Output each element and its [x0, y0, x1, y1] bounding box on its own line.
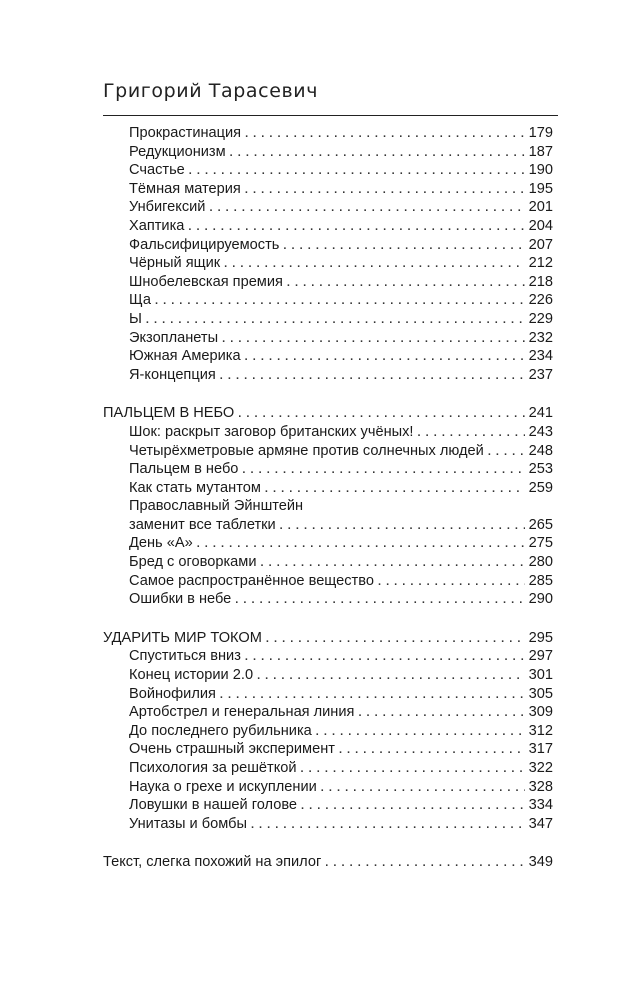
leader-dots	[189, 161, 525, 181]
toc-entry[interactable]	[103, 759, 553, 778]
entry-title: Я-концепция	[129, 366, 216, 383]
page-number: 347	[528, 815, 553, 832]
entry-title: До последнего рубильника	[129, 722, 312, 739]
page-number: 234	[528, 348, 553, 365]
entry-title: Артобстрел и генеральная линия	[129, 704, 355, 721]
section-title: ПАЛЬЦЕМ В НЕБО	[103, 405, 235, 422]
entry-title: Хаптика	[129, 217, 185, 234]
entry-title: Войнофилия	[129, 685, 216, 702]
page-number: 204	[528, 217, 553, 234]
toc-entry[interactable]	[103, 685, 553, 704]
toc-entry[interactable]	[103, 198, 553, 217]
leader-dots	[251, 815, 525, 835]
leader-dots	[301, 796, 525, 816]
entry-title: Южная Америка	[129, 348, 241, 365]
leader-dots	[188, 217, 524, 237]
epilogue-title: Текст, слегка похожий на эпилог	[103, 854, 322, 871]
page-number: 259	[528, 479, 553, 496]
toc-entry[interactable]	[103, 740, 553, 759]
page-number: 275	[528, 535, 553, 552]
toc-entry[interactable]	[103, 553, 553, 572]
page-number: 290	[528, 591, 553, 608]
toc-entry[interactable]	[103, 236, 553, 255]
page-number: 201	[528, 199, 553, 216]
entry-title: Ловушки в нашей голове	[129, 797, 298, 814]
entry-title: День «А»	[129, 535, 193, 552]
page-number: 218	[528, 273, 553, 290]
entry-title: Очень страшный эксперимент	[129, 741, 335, 758]
running-header: Григорий Тарасевич	[103, 80, 319, 102]
leader-dots	[235, 590, 524, 610]
entry-title: Четырёхметровые армяне против солнечных людей	[129, 442, 484, 459]
leader-dots	[224, 254, 524, 274]
leader-dots	[321, 778, 525, 798]
page-number: 322	[528, 760, 553, 776]
leader-dots	[325, 853, 524, 873]
toc-entry[interactable]	[103, 124, 553, 143]
entry-title: Бред с оговорками	[129, 554, 257, 571]
entry-title: Унбигексий	[129, 199, 206, 216]
header-rule	[103, 115, 558, 116]
section-gap	[103, 384, 553, 404]
toc-entry[interactable]	[103, 722, 553, 741]
toc-entry[interactable]	[103, 366, 553, 385]
toc-entry[interactable]	[103, 310, 553, 329]
leader-dots	[316, 722, 525, 742]
section-gap	[103, 833, 553, 853]
toc-entry[interactable]	[103, 291, 553, 310]
entry-title: Конец истории 2.0	[129, 667, 254, 684]
toc-entry[interactable]	[103, 161, 553, 180]
page-number: 212	[528, 255, 553, 272]
section-title: УДАРИТЬ МИР ТОКОМ	[103, 629, 262, 646]
entry-title: Шок: раскрыт заговор британских учёных!	[129, 423, 414, 440]
page-number: 187	[528, 143, 553, 160]
page-number: 241	[528, 405, 553, 422]
entry-title: Православный Эйнштейн	[129, 498, 304, 515]
leader-dots	[238, 404, 524, 424]
page-number: 229	[528, 310, 553, 327]
page-number: 349	[528, 854, 553, 871]
page-number: 226	[528, 292, 553, 309]
toc-entry[interactable]	[103, 516, 553, 535]
leader-dots	[155, 291, 525, 311]
toc-entry[interactable]	[103, 572, 553, 591]
entry-title: Ы	[129, 310, 142, 327]
page-number: 248	[528, 442, 553, 459]
page-number: 295	[528, 629, 553, 646]
toc-section-heading[interactable]	[103, 404, 553, 423]
leader-dots	[283, 236, 524, 256]
page-number: 243	[528, 423, 553, 440]
toc-entry[interactable]	[103, 180, 553, 199]
toc-entry[interactable]	[103, 590, 553, 609]
page-number: 190	[528, 162, 553, 179]
page-number: 280	[528, 554, 553, 571]
toc-entry[interactable]	[103, 497, 553, 516]
entry-title: Ошибки в небе	[129, 591, 232, 608]
entry-title: Фальсифицируемость	[129, 236, 280, 253]
toc-entry[interactable]	[103, 254, 553, 273]
page-number: 312	[528, 722, 553, 739]
entry-title: Редукционизм	[129, 143, 226, 160]
leader-dots	[146, 310, 525, 330]
entry-title: Шнобелевская премия	[129, 273, 283, 290]
toc-entry[interactable]	[103, 778, 553, 797]
entry-title: Наука о грехе и искуплении	[129, 778, 317, 795]
leader-dots	[245, 347, 525, 367]
toc-epilogue[interactable]	[103, 853, 553, 872]
page-number: 317	[528, 741, 553, 758]
toc-entry[interactable]	[103, 273, 553, 292]
toc-entry[interactable]	[103, 479, 553, 498]
leader-dots	[280, 516, 525, 536]
page-number: 195	[528, 180, 553, 197]
page-number: 207	[528, 236, 553, 253]
leader-dots	[378, 572, 525, 592]
page-number: 334	[528, 797, 553, 814]
page-number: 305	[528, 685, 553, 702]
leader-dots	[488, 442, 525, 462]
entry-title: Самое распространённое вещество	[129, 572, 374, 589]
toc-entry[interactable]	[103, 666, 553, 685]
leader-dots	[260, 553, 524, 573]
toc-entry[interactable]	[103, 423, 553, 442]
toc-section-heading[interactable]	[103, 629, 553, 648]
page-number: 265	[528, 516, 553, 533]
toc-entry[interactable]	[103, 647, 553, 666]
toc-entry[interactable]	[103, 796, 553, 815]
entry-title: Спуститься вниз	[129, 648, 241, 665]
toc-entry[interactable]	[103, 703, 553, 722]
page-number: 297	[528, 648, 553, 665]
page-number: 232	[528, 329, 553, 346]
section-gap	[103, 609, 553, 629]
leader-dots	[358, 703, 524, 723]
leader-dots	[220, 685, 525, 705]
leader-dots	[245, 180, 525, 200]
leader-dots	[266, 629, 525, 649]
leader-dots	[220, 366, 525, 386]
toc-entry[interactable]	[103, 143, 553, 162]
entry-title: Счастье	[129, 162, 185, 179]
leader-dots	[242, 460, 524, 480]
entry-title: Пальцем в небо	[129, 461, 239, 478]
entry-title: Прокрастинация	[129, 125, 242, 141]
toc-entry[interactable]	[103, 442, 553, 461]
toc-block-2	[103, 423, 553, 609]
leader-dots	[287, 273, 525, 293]
toc-entry[interactable]	[103, 460, 553, 479]
entry-title: Унитазы и бомбы	[129, 815, 247, 832]
toc-block-3	[103, 647, 553, 833]
page-number: 237	[528, 366, 553, 383]
leader-dots	[301, 759, 525, 779]
entry-title: Чёрный ящик	[129, 255, 221, 272]
page-number: 253	[528, 461, 553, 478]
toc-block-1	[103, 124, 553, 384]
leader-dots	[265, 479, 525, 499]
page-number: 328	[528, 778, 553, 795]
entry-title: заменит все таблетки	[129, 516, 276, 533]
entry-title: Экзопланеты	[129, 329, 219, 346]
table-of-contents	[103, 124, 553, 872]
leader-dots	[197, 534, 525, 554]
leader-dots	[209, 198, 524, 218]
page-number: 301	[528, 667, 553, 684]
toc-entry[interactable]	[103, 534, 553, 553]
leader-dots	[245, 647, 525, 667]
leader-dots	[230, 143, 525, 163]
leader-dots	[339, 740, 525, 760]
toc-entry[interactable]	[103, 217, 553, 236]
leader-dots	[257, 666, 525, 686]
toc-entry[interactable]	[103, 347, 553, 366]
entry-title: Психология за решёткой	[129, 760, 297, 776]
leader-dots	[417, 423, 524, 443]
leader-dots	[245, 124, 525, 144]
entry-title: Ща	[129, 292, 151, 309]
page-number: 285	[528, 572, 553, 589]
leader-dots	[222, 329, 525, 349]
entry-title: Тёмная материя	[129, 180, 241, 197]
toc-entry[interactable]	[103, 815, 553, 834]
page-number: 179	[528, 125, 553, 141]
page-number: 309	[528, 704, 553, 721]
entry-title: Как стать мутантом	[129, 479, 261, 496]
toc-entry[interactable]	[103, 329, 553, 348]
